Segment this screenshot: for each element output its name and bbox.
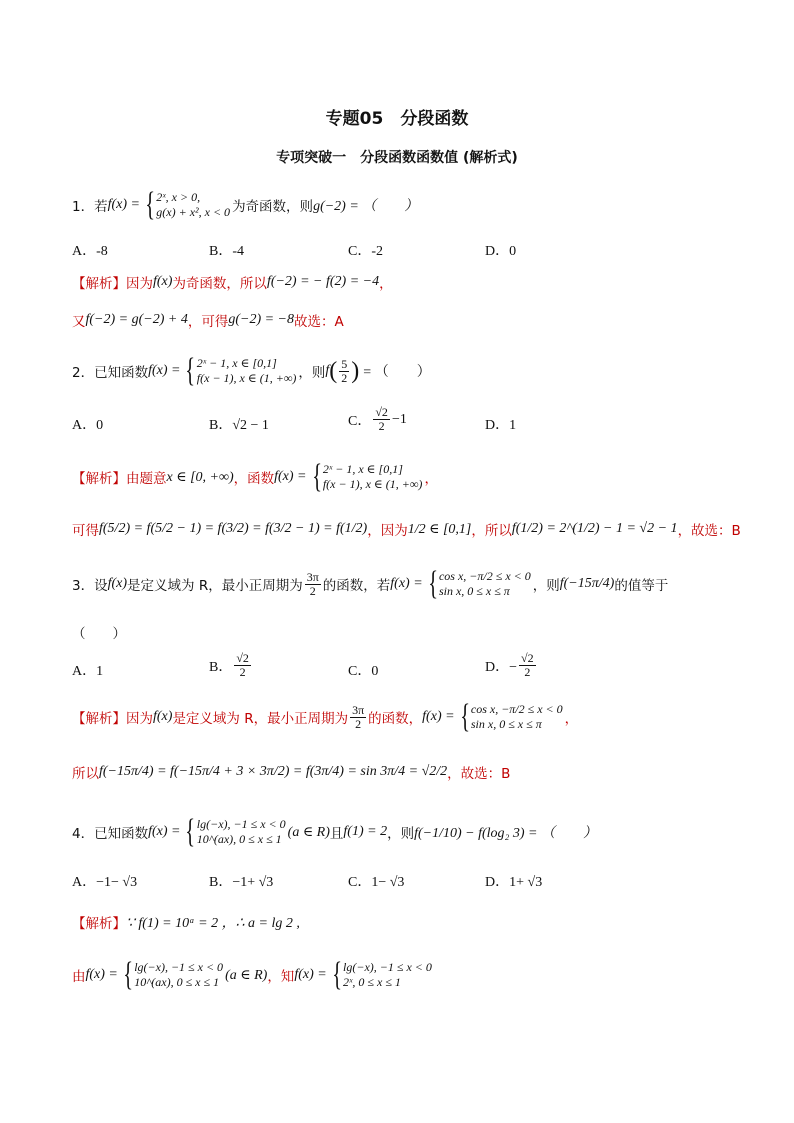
q3-sol-text: 所以 [72,766,99,782]
q4-solution-line-2 [72,958,434,992]
q3-sol-text: 因为 [126,711,153,727]
q3-ask: f(−15π/4) [559,576,615,591]
q2-sol-text: ，所以 [471,523,512,539]
q2-ask-end: = （ ） [363,365,431,380]
q4-option-a[interactable]: A．−1− √3 [72,875,138,890]
question-3 [72,567,668,601]
q4-sol-piecewise: { lg(−x), −1 ≤ x < 0 10^(ax), 0 ≤ x ≤ 1 [123,956,224,993]
q2-solution-line-1 [72,460,438,494]
q3-sol-period-den: 2 [355,716,362,731]
q4-case-2: 10^(ax), 0 ≤ x ≤ 1 [196,832,282,846]
q3-solution-label: 【解析】 [72,711,126,727]
q3-period [305,571,321,598]
q2-solution-line-2 [72,519,741,539]
q4-sol-text: 由 [72,969,86,985]
q2-sol-in: 1/2 ∈ [0,1] [407,521,472,537]
q1-fx: f(x) = [107,197,140,212]
q4-text: ，则 [387,826,415,842]
q2-option-d[interactable]: D．1 [485,418,517,433]
q3-solution-line-2 [72,762,510,782]
q1-sol-text: 因为 [126,276,153,292]
question-1 [72,188,418,222]
q3-text: 的值等于 [614,578,669,594]
q3-sol-fx: f(x) [153,709,173,724]
q4-sol2-case-1: lg(−x), −1 ≤ x < 0 [343,960,432,974]
q3-optb-den: 2 [239,665,246,679]
q2-fx: f(x) = [148,363,181,378]
q2-sol-eq: f(5/2) = f(5/2 − 1) = f(3/2) = f(3/2 − 1) = f(1/2) [99,521,368,536]
q2-ask-f: f [325,363,330,378]
q3-sol-piecewise: { cos x, −π/2 ≤ x < 0 sin x, 0 ≤ x ≤ π [459,698,563,735]
q2-solution-label: 【解析】 [72,471,126,487]
q2-option-a[interactable]: A．0 [72,418,104,433]
q4-sol-fx: f(x) = [85,967,118,982]
q1-sol-eq: g(−2) = −8 [228,312,294,327]
q2-sol-text: 可得 [72,523,99,539]
q1-case-2: g(x) + x², x < 0 [156,205,231,219]
q4-solution-line-1 [72,912,300,932]
q1-number: 1．若 [72,199,108,215]
q3-optb-num: √2 [236,651,249,665]
q4-sol-cond: (a ∈ R) [225,967,268,983]
q3-option-d-label: D．− [485,659,518,675]
q3-sol-case-2: sin x, 0 ≤ x ≤ π [470,717,542,731]
q1-solution-label: 【解析】 [72,276,126,292]
q3-period-num: 3π [306,569,319,584]
q3-sol-text: ， [564,711,579,727]
q3-option-c[interactable]: C．0 [348,664,379,679]
q4-cond: (a ∈ R) [287,824,330,840]
q2-sol-answer: ，故选：B [677,523,741,539]
q3-fx: f(x) [107,576,128,591]
q2-sol-text: ，函数 [233,471,275,487]
q3-case-1: cos x, −π/2 ≤ x < 0 [438,569,531,583]
q4-case-1: lg(−x), −1 ≤ x < 0 [196,817,286,831]
q4-option-c[interactable]: C．1− √3 [348,875,405,890]
section-subtitle: 专项突破一 分段函数函数值 (解析式) [276,150,518,166]
q2-sol-text: ， [424,471,438,487]
q3-sol-period-num: 3π [352,702,365,717]
q1-sol-fx: f(x) [153,274,173,289]
q2-case-1: 2ˣ − 1, x ∈ [0,1] [196,356,277,370]
q2-option-b[interactable]: B．√2 − 1 [209,418,269,433]
q4-sol-piecewise-2: { lg(−x), −1 ≤ x < 0 2ˣ, 0 ≤ x ≤ 1 [331,956,432,993]
q3-optd-num: √2 [521,651,534,665]
q3-optd-den: 2 [524,665,531,679]
q1-ask: g(−2) = （ ） [313,199,419,214]
q4-option-d[interactable]: D．1+ √3 [485,875,543,890]
q4-number: 4．已知函数 [72,826,149,842]
q2-option-c-label: C． [348,413,372,429]
q2-sol-case-1: 2ˣ − 1, x ∈ [0,1] [322,462,403,476]
q2-sol-piecewise: { 2ˣ − 1, x ∈ [0,1] f(x − 1), x ∈ (1, +∞) [311,458,423,495]
q3-sol-text: 是定义域为 R，最小正周期为 [172,711,349,727]
q3-sol-fx2: f(x) = [422,709,455,724]
q1-sol-answer: 故选：A [294,314,344,330]
q4-option-b[interactable]: B．−1+ √3 [209,875,274,890]
q1-option-b[interactable]: B．-4 [209,244,244,259]
q3-text: 是定义域为 R，最小正周期为 [127,578,303,594]
q3-option-a[interactable]: A．1 [72,664,104,679]
q1-sol-eq: f(−2) = g(−2) + 4 [85,312,188,327]
q3-sol-text: 的函数， [368,711,423,727]
q4-solution-label: 【解析】 [72,916,126,932]
q2-optc-tail: −1 [391,411,407,427]
q2-ask-den: 2 [341,370,348,385]
q2-optc-num: √2 [375,405,388,419]
q2-optc-den: 2 [378,419,385,433]
q3-paren [72,622,126,642]
q1-sol-text: 又 [72,314,86,330]
q3-option-d[interactable] [485,652,538,679]
q2-sol-domain: x ∈ [0, +∞) [166,469,234,485]
q1-sol-text: ，可得 [187,314,229,330]
q3-piecewise: { cos x, −π/2 ≤ x < 0 sin x, 0 ≤ x ≤ π [427,565,531,602]
q2-tail: ，则 [298,365,326,381]
q2-sol-case-2: f(x − 1), x ∈ (1, +∞) [322,477,423,491]
q1-piecewise: { 2ˣ, x > 0, g(x) + x², x < 0 [145,186,231,223]
q3-sol-eq: f(−15π/4) = f(−15π/4 + 3 × 3π/2) = f(3π/4) = sin 3π/4 = √2/2 [99,764,448,779]
q4-sol-case-1: lg(−x), −1 ≤ x < 0 [134,960,224,974]
q4-eq: f(1) = 2 [343,824,388,839]
q4-sol-fx2: f(x) = [294,967,327,982]
q2-sol-eq2: f(1/2) = 2^(1/2) − 1 = √2 − 1 [511,521,678,536]
q3-period-den: 2 [309,583,316,598]
q2-sol-fx: f(x) = [274,469,307,484]
q2-option-c[interactable] [348,406,407,433]
q3-solution-line-1 [72,700,578,734]
q4-sol-case-2: 10^(ax), 0 ≤ x ≤ 1 [134,975,220,989]
question-4 [72,815,597,849]
q2-ask-num: 5 [341,356,348,371]
q3-option-b-label: B． [209,659,233,675]
q4-sol-text: ，知 [267,969,295,985]
q2-case-2: f(x − 1), x ∈ (1, +∞) [196,371,297,385]
q3-option-b[interactable] [209,652,253,679]
q3-fx2: f(x) = [390,576,423,591]
q2-ask-fraction [339,358,349,385]
q1-tail: 为奇函数，则 [232,199,314,215]
q2-sol-text: ，因为 [367,523,408,539]
q4-fx: f(x) = [148,824,181,839]
q4-sol2-case-2: 2ˣ, 0 ≤ x ≤ 1 [343,975,401,989]
q1-solution-line-2 [72,310,344,330]
q3-text: ，则 [532,578,560,594]
question-2: 2．已知函数 f(x) = { 2ˣ − 1, x ∈ [0,1] f(x − 1), x ∈ (1, +∞) ，则 f ( $\frac{5}{2}$ ) = （ ） [72,352,431,389]
q1-option-c[interactable]: C．-2 [348,244,383,259]
q1-option-a[interactable]: A．-8 [72,244,108,259]
q2-sol-text: 由题意 [126,471,167,487]
q2-number: 2．已知函数 [72,365,149,381]
q3-text: 的函数，若 [322,578,391,594]
q3-answer-blank: （ ） [72,626,126,642]
q2-piecewise: { 2ˣ − 1, x ∈ [0,1] f(x − 1), x ∈ (1, +∞) [185,352,297,389]
q3-case-2: sin x, 0 ≤ x ≤ π [438,584,510,598]
q3-sol-answer: ，故选：B [447,766,511,782]
q1-solution-line-1 [72,272,393,292]
q4-sol-eq: ∵ f(1) = 10ᵃ = 2 ，∴ a = lg 2 , [126,916,300,931]
q4-piecewise: { lg(−x), −1 ≤ x < 0 10^(ax), 0 ≤ x ≤ 1 [185,813,286,850]
q1-option-d[interactable]: D．0 [485,244,517,259]
q1-sol-text: 为奇函数，所以 [172,276,267,292]
q4-ask: f(−1/10) − f(log₂ 3) = （ ） [414,826,597,841]
q1-sol-text: ， [379,276,393,292]
q3-sol-case-1: cos x, −π/2 ≤ x < 0 [470,702,563,716]
q3-number: 3．设 [72,578,108,594]
q1-case-1: 2ˣ, x > 0, [156,190,201,204]
q4-text: 且 [329,826,344,842]
q1-sol-eq: f(−2) = − f(2) = −4 [266,274,380,289]
page-title: 专题05 分段函数 [325,109,469,129]
